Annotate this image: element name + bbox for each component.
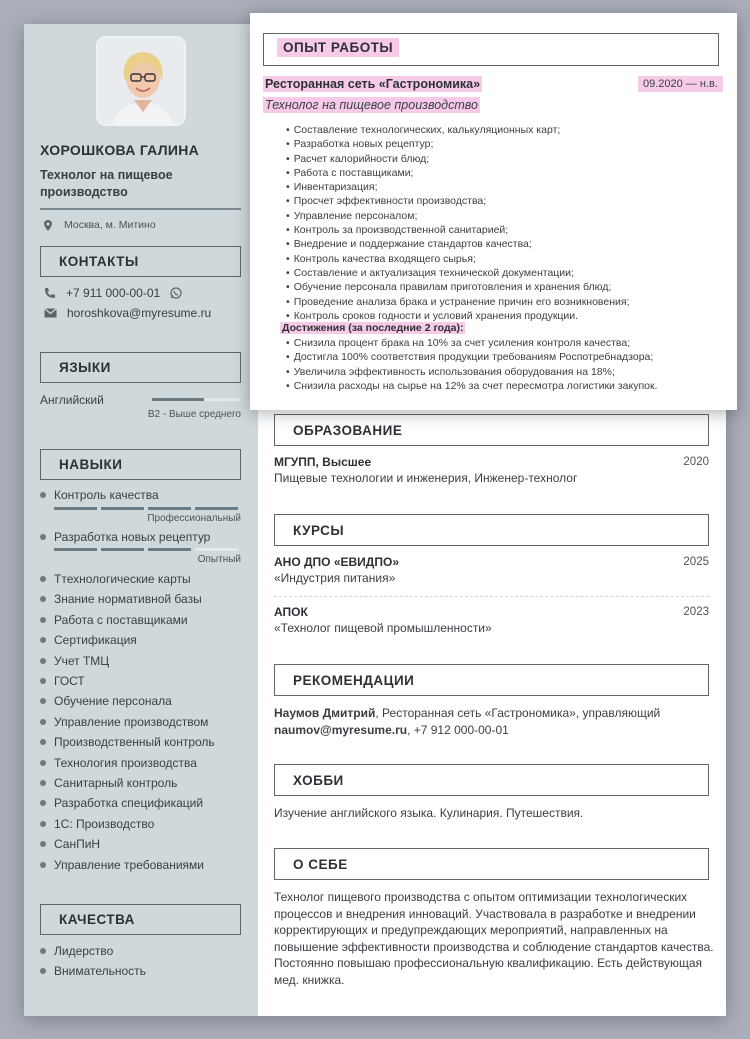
rating-segment xyxy=(101,548,144,551)
duty-item: • Инвентаризация; xyxy=(286,180,726,194)
skill-label: Санитарный контроль xyxy=(54,776,178,790)
skill-item xyxy=(40,715,208,729)
skill-label: Учет ТМЦ xyxy=(54,654,110,668)
skill-label: ГОСТ xyxy=(54,674,85,688)
skill-item xyxy=(40,654,109,668)
bullet-dot xyxy=(40,800,46,806)
bullet-dot xyxy=(40,948,46,954)
recommendations-heading: РЕКОМЕНДАЦИИ xyxy=(274,664,709,696)
bullet-dot xyxy=(40,576,46,582)
skill-label: Работа с поставщиками xyxy=(54,613,188,627)
achievement-item: • Достигла 100% соответствия продукции требованиям Роспотребнадзора; xyxy=(286,350,657,364)
about-text: Технолог пищевого производства с опытом оптимизации технологических процессов и внедрения инноваций. Участвовала в разработке и внедрении корректирующих и предупреждающих мероприятий, направленных на повышение эффективности производства и соблюдение стандартов качества. Постоянно повышаю профессиональную квалификацию. Есть действующая мед. книжка. xyxy=(274,890,714,987)
rating-segment xyxy=(195,507,238,510)
skill-level: Профессиональный xyxy=(147,513,241,524)
skill-label: Знание нормативной базы xyxy=(54,592,202,606)
duty-item: • Расчет калорийности блюд; xyxy=(286,152,726,166)
profile-photo xyxy=(96,36,186,126)
duty-item: • Контроль качества входящего сырья; xyxy=(286,252,726,266)
company-name: Ресторанная сеть «Гастрономика» xyxy=(265,77,481,91)
qualities-heading: КАЧЕСТВА xyxy=(40,904,241,935)
achievement-item: • Увеличила эффективность использования оборудования на 18%; xyxy=(286,365,657,379)
courses-heading: КУРСЫ xyxy=(274,514,709,546)
achievement-item: • Снизила расходы на сырье на 12% за счет пересмотра логистики закупок. xyxy=(286,379,657,393)
skill-level: Опытный xyxy=(197,554,241,565)
skills-heading: НАВЫКИ xyxy=(40,449,241,480)
skill-label: Ттехнологические карты xyxy=(54,572,191,586)
duty-item: • Внедрение и поддержание стандартов качества; xyxy=(286,237,726,251)
course-org: АПОК xyxy=(274,605,308,619)
skill-item xyxy=(40,572,191,586)
location-text: Москва, м. Митино xyxy=(64,219,156,231)
course-org: АНО ДПО «ЕВИДПО» xyxy=(274,555,399,569)
skill-item xyxy=(40,735,215,749)
achievements-title: Достижения (за последние 2 года): xyxy=(282,322,464,334)
skill-item xyxy=(40,694,172,708)
rating-segment xyxy=(195,548,238,551)
education-heading: ОБРАЗОВАНИЕ xyxy=(274,414,709,446)
skill-label: 1С: Производство xyxy=(54,817,155,831)
bullet-dot xyxy=(40,968,46,974)
duty-item: • Составление и актуализация технической документации; xyxy=(286,266,726,280)
skill-item xyxy=(40,776,177,790)
bullet-dot xyxy=(40,780,46,786)
language-level: B2 - Выше среднего xyxy=(147,409,241,420)
recommendation-text xyxy=(274,705,714,738)
skill-label: Производственный контроль xyxy=(54,735,215,749)
skill-label: Обучение персонала xyxy=(54,694,172,708)
contacts-heading: КОНТАКТЫ xyxy=(40,246,241,277)
quality-label: Лидерство xyxy=(54,944,114,958)
rating-segment xyxy=(101,507,144,510)
bullet-dot xyxy=(40,821,46,827)
candidate-name: ХОРОШКОВА ГАЛИНА xyxy=(40,142,200,158)
rating-segment xyxy=(148,548,191,551)
skill-item xyxy=(40,858,204,872)
skill-label: Управление требованиями xyxy=(54,858,204,872)
language-level-fill xyxy=(152,398,204,401)
course-name: «Индустрия питания» xyxy=(274,571,396,585)
hobby-text: Изучение английского языка. Кулинария. Путешествия. xyxy=(274,806,584,820)
quality-label: Внимательность xyxy=(54,964,146,978)
education-school: МГУПП, Высшее xyxy=(274,455,372,469)
language-name: Английский xyxy=(40,393,104,407)
contact-email[interactable] xyxy=(44,306,211,320)
recommender-details: , Ресторанная сеть «Гастрономика», управляющий xyxy=(375,706,661,720)
duty-item: • Проведение анализа брака и устранение причин его возникновения; xyxy=(286,295,726,309)
bullet-dot xyxy=(40,596,46,602)
achievement-item: • Снизила процент брака на 10% за счет усиления контроля качества; xyxy=(286,336,657,350)
skill-label: Разработка спецификаций xyxy=(54,796,204,810)
location-pin-icon xyxy=(44,220,52,231)
skill-label: Контроль качества xyxy=(54,488,159,502)
work-period: 09.2020 — н.в. xyxy=(638,76,723,92)
duty-item: • Контроль за производственной санитарией; xyxy=(286,223,726,237)
rating-segment xyxy=(54,507,97,510)
divider xyxy=(40,208,241,210)
experience-heading-text: ОПЫТ РАБОТЫ xyxy=(277,38,399,57)
bullet-dot xyxy=(40,841,46,847)
duty-item: • Контроль сроков годности и условий хранения продукции. xyxy=(286,309,726,323)
skill-label: Разработка новых рецептур xyxy=(54,530,211,544)
bullet-dot xyxy=(40,739,46,745)
bullet-dot xyxy=(40,492,46,498)
experience-card xyxy=(250,13,737,410)
candidate-role: Технолог на пищевое производство xyxy=(40,168,173,199)
language-level-bar xyxy=(152,398,241,401)
course-year: 2023 xyxy=(683,606,709,618)
sidebar xyxy=(24,24,258,1016)
email-text: horoshkova@myresume.ru xyxy=(67,306,212,320)
rating-segment xyxy=(148,507,191,510)
education-year: 2020 xyxy=(683,456,709,468)
email-icon xyxy=(44,308,57,318)
location xyxy=(44,219,156,231)
bullet-dot xyxy=(40,760,46,766)
rating-segment xyxy=(54,548,97,551)
skill-rating-bar xyxy=(54,548,238,551)
bullet-dot xyxy=(40,698,46,704)
skill-item xyxy=(40,837,100,851)
duty-item: • Работа с поставщиками; xyxy=(286,166,726,180)
duty-item: • Составление технологических, калькуляционных карт; xyxy=(286,123,726,137)
hobby-heading: ХОББИ xyxy=(274,764,709,796)
duty-item: • Разработка новых рецептур; xyxy=(286,137,726,151)
recommender-phone: , +7 912 000-00-01 xyxy=(407,722,509,737)
bullet-dot xyxy=(40,637,46,643)
course-year: 2025 xyxy=(683,556,709,568)
bullet-dot xyxy=(40,862,46,868)
skill-label: Управление производством xyxy=(54,715,209,729)
duties-list xyxy=(286,123,726,323)
skill-item xyxy=(40,633,137,647)
languages-heading: ЯЗЫКИ xyxy=(40,352,241,383)
skill-item xyxy=(40,796,203,810)
skill-item xyxy=(40,592,202,606)
duty-item: • Обучение персонала правилам приготовления и хранения блюд; xyxy=(286,280,726,294)
divider xyxy=(274,596,709,597)
skill-item xyxy=(40,817,154,831)
skill-item xyxy=(40,756,197,770)
skill-item xyxy=(40,674,85,688)
contact-phone[interactable] xyxy=(44,286,182,300)
recommender-email[interactable]: naumov@myresume.ru xyxy=(274,722,408,737)
duty-item: • Управление персоналом; xyxy=(286,209,726,223)
about-heading: О СЕБЕ xyxy=(274,848,709,880)
skill-item xyxy=(40,530,210,544)
skill-rating-bar xyxy=(54,507,238,510)
skill-label: Сертификация xyxy=(54,633,137,647)
bullet-dot xyxy=(40,658,46,664)
duty-item: • Просчет эффективности производства; xyxy=(286,194,726,208)
skill-label: СанПиН xyxy=(54,837,101,851)
bullet-dot xyxy=(40,534,46,540)
phone-icon xyxy=(44,287,56,299)
skill-item xyxy=(40,613,188,627)
quality-item xyxy=(40,944,113,958)
whatsapp-icon xyxy=(170,287,182,299)
skill-label: Технология производства xyxy=(54,756,197,770)
education-specialty: Пищевые технологии и инженерия, Инженер-технолог xyxy=(274,471,578,485)
bullet-dot xyxy=(40,617,46,623)
quality-item xyxy=(40,964,146,978)
bullet-dot xyxy=(40,719,46,725)
experience-heading xyxy=(263,33,719,66)
recommender-name: Наумов Дмитрий xyxy=(274,706,376,720)
achievements-list xyxy=(286,336,657,393)
job-position: Технолог на пищевое производство xyxy=(265,98,478,112)
bullet-dot xyxy=(40,678,46,684)
skill-item xyxy=(40,488,159,502)
course-name: «Технолог пищевой промышленности» xyxy=(274,621,492,635)
phone-text: +7 911 000-00-01 xyxy=(66,286,161,300)
